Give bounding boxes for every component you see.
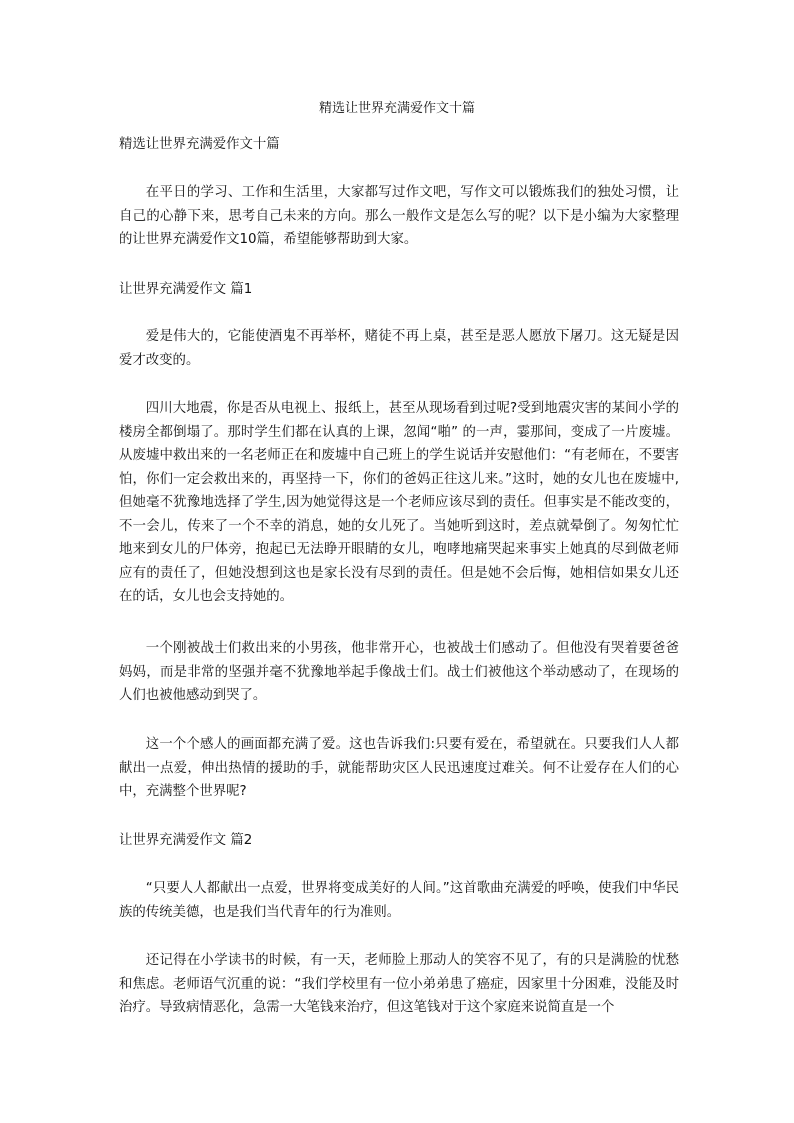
document-subtitle: 精选让世界充满爱作文十篇 xyxy=(119,137,280,152)
intro-paragraph: 在平日的学习、工作和生活里，大家都写过作文吧，写作文可以锻炼我们的独处习惯，让自己的心静下来，思考自己未来的方向。那么一般作文是怎么写的呢？以下是小编为大家整理的让世界充满爱作文10篇，希望能够帮助到大家。 xyxy=(119,185,679,247)
section-2-paragraph-1: “只要人人都献出一点爱，世界将变成美好的人间。”这首歌曲充满爱的呼唤，使我们中华民族的传统美德，也是我们当代青年的行为准则。 xyxy=(119,881,679,920)
section-2-heading: 让世界充满爱作文 篇2 xyxy=(119,833,253,848)
section-1-paragraph-1: 爱是伟大的，它能使酒鬼不再举杯，赌徒不再上桌，甚至是恶人愿放下屠刀。这无疑是因爱才改变的。 xyxy=(119,329,679,368)
section-2-paragraph-2: 还记得在小学读书的时候，有一天，老师脸上那动人的笑容不见了，有的只是满脸的忧愁和焦虑。老师语气沉重的说：“我们学校里有一位小弟弟患了癌症，因家里十分困难，没能及时治疗。导致病情恶化，急需一大笔钱来治疗，但这笔钱对于这个家庭来说简直是一个 xyxy=(119,953,679,1015)
section-1-paragraph-4: 这一个个感人的画面都充满了爱。这也告诉我们:只要有爱在，希望就在。只要我们人人都献出一点爱，伸出热情的援助的手，就能帮助灾区人民迅速度过难关。何不让爱存在人们的心中，充满整个世界呢? xyxy=(119,737,679,799)
document-title: 精选让世界充满爱作文十篇 xyxy=(318,101,475,116)
section-1-paragraph-2: 四川大地震，你是否从电视上、报纸上，甚至从现场看到过呢?受到地震灾害的某间小学的楼房全都倒塌了。那时学生们都在认真的上课，忽闻“啪” 的一声，霎那间，变成了一片废墟。从废墟中救出来的一名老师正在和废墟中自己班上的学生说话并安慰他们：“有老师在，不要害怕，你们一定会救出来的，再坚持一下，你们的爸妈正往这儿来。”这时，她的女儿也在废墟中,但她毫不犹豫地选择了学生,因为她觉得这是一个老师应该尽到的责任。但事实是不能改变的，不一会儿，传来了一个不幸的消息，她的女儿死了。当她听到这时，差点就晕倒了。匆匆忙忙地来到女儿的尸体旁，抱起已无法睁开眼睛的女儿，咆哮地痛哭起来事实上她真的尽到做老师应有的责任了，但她没想到这也是家长没有尽到的责任。但是她不会后悔，她相信如果女儿还在的话，女儿也会支持她的。 xyxy=(119,401,679,604)
section-1-paragraph-3: 一个刚被战士们救出来的小男孩，他非常开心，也被战士们感动了。但他没有哭着要爸爸妈妈，而是非常的坚强并毫不犹豫地举起手像战士们。战士们被他这个举动感动了，在现场的人们也被他感动到哭了。 xyxy=(119,641,679,703)
section-1-heading: 让世界充满爱作文 篇1 xyxy=(119,282,253,297)
